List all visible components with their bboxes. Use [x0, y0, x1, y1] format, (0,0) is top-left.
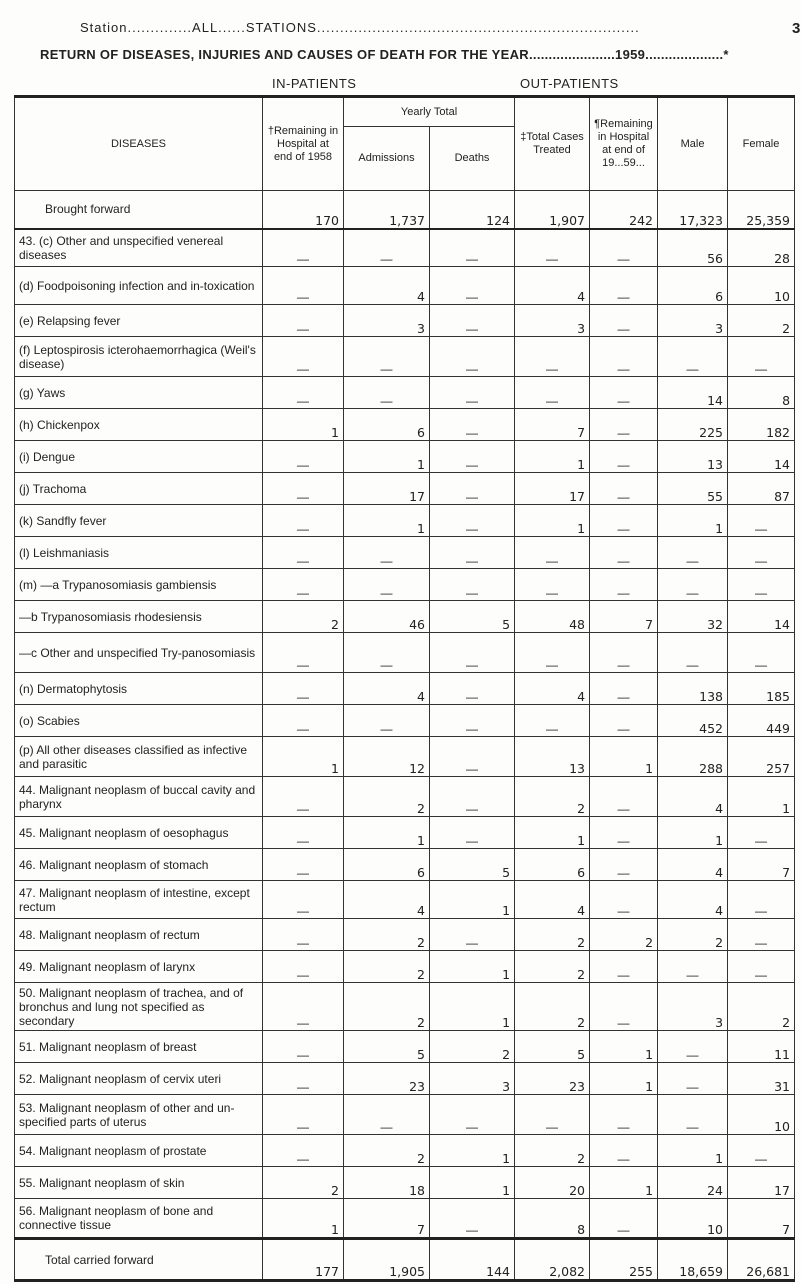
cell-rem-start: 177 [263, 1239, 344, 1281]
cell-admissions: 6 [344, 409, 430, 441]
cell-admissions: 2 [344, 777, 430, 817]
cell-rem-end: — [590, 441, 658, 473]
cell-rem-start: 170 [263, 191, 344, 229]
table-row [15, 473, 795, 505]
table-row [15, 267, 795, 305]
table-row [15, 1095, 795, 1135]
disease-name: 47. Malignant neoplasm of intestine, except rectum [15, 881, 263, 919]
cell-rem-start: — [263, 951, 344, 983]
cell-deaths: — [430, 305, 515, 337]
cell-female: — [728, 919, 795, 951]
table-row [15, 849, 795, 881]
station-label: Station..............ALL......STATIONS...................................................................... [80, 20, 640, 35]
cell-rem-start: — [263, 777, 344, 817]
cell-admissions: 23 [344, 1063, 430, 1095]
table-row [15, 705, 795, 737]
cell-male: — [658, 1031, 728, 1063]
cell-deaths: — [430, 1199, 515, 1239]
cell-rem-end: 7 [590, 601, 658, 633]
cell-female: 31 [728, 1063, 795, 1095]
cell-admissions: 4 [344, 673, 430, 705]
disease-name: (n) Dermatophytosis [15, 673, 263, 705]
cell-deaths: 2 [430, 1031, 515, 1063]
cell-treated: 4 [515, 267, 590, 305]
table-row [15, 1239, 795, 1281]
cell-rem-end: — [590, 881, 658, 919]
cell-deaths: — [430, 409, 515, 441]
cell-male: 18,659 [658, 1239, 728, 1281]
cell-male: 13 [658, 441, 728, 473]
cell-male: 452 [658, 705, 728, 737]
cell-female: 7 [728, 1199, 795, 1239]
cell-male: 24 [658, 1167, 728, 1199]
cell-rem-start: — [263, 473, 344, 505]
cell-deaths: — [430, 537, 515, 569]
cell-admissions: 6 [344, 849, 430, 881]
station-line [80, 20, 801, 37]
cell-male: 6 [658, 267, 728, 305]
cell-admissions: 4 [344, 267, 430, 305]
cell-male: 14 [658, 377, 728, 409]
cell-female: 28 [728, 229, 795, 267]
cell-deaths: 1 [430, 983, 515, 1031]
cell-female: 11 [728, 1031, 795, 1063]
cell-deaths: — [430, 777, 515, 817]
cell-rem-end: — [590, 377, 658, 409]
cell-male: 1 [658, 817, 728, 849]
cell-female: — [728, 817, 795, 849]
cell-rem-start: — [263, 1031, 344, 1063]
cell-rem-start: — [263, 1135, 344, 1167]
cell-female: 10 [728, 1095, 795, 1135]
cell-female: 7 [728, 849, 795, 881]
cell-rem-end: — [590, 817, 658, 849]
cell-treated: 1 [515, 817, 590, 849]
disease-name: 56. Malignant neoplasm of bone and connective tissue [15, 1199, 263, 1239]
cell-rem-start: — [263, 633, 344, 673]
cell-admissions: 1,905 [344, 1239, 430, 1281]
cell-female: 25,359 [728, 191, 795, 229]
disease-name: —b Trypanosomiasis rhodesiensis [15, 601, 263, 633]
disease-name: 53. Malignant neoplasm of other and un-specified parts of uterus [15, 1095, 263, 1135]
remaining-start-header: †Remaining in Hospital at end of 1958 [263, 97, 344, 191]
table-row [15, 441, 795, 473]
cell-female: 449 [728, 705, 795, 737]
disease-name: 46. Malignant neoplasm of stomach [15, 849, 263, 881]
disease-name: Total carried forward [15, 1239, 263, 1281]
cell-admissions: — [344, 705, 430, 737]
cell-rem-end: — [590, 537, 658, 569]
cell-deaths: — [430, 673, 515, 705]
disease-name: 52. Malignant neoplasm of cervix uteri [15, 1063, 263, 1095]
cell-admissions: 7 [344, 1199, 430, 1239]
cell-deaths: — [430, 337, 515, 377]
out-patients-heading: OUT-PATIENTS [520, 76, 619, 91]
cell-admissions: — [344, 537, 430, 569]
table-row [15, 817, 795, 849]
cell-rem-start: 2 [263, 1167, 344, 1199]
cell-admissions: 12 [344, 737, 430, 777]
table-row [15, 409, 795, 441]
cell-rem-start: — [263, 1063, 344, 1095]
yearly-total-header: Yearly Total [344, 97, 515, 127]
cell-treated: 7 [515, 409, 590, 441]
table-row [15, 377, 795, 409]
table-row [15, 983, 795, 1031]
cell-female: 2 [728, 983, 795, 1031]
cell-male: 4 [658, 881, 728, 919]
table-row [15, 505, 795, 537]
cell-admissions: 2 [344, 983, 430, 1031]
disease-name: (g) Yaws [15, 377, 263, 409]
cell-rem-start: — [263, 705, 344, 737]
cell-admissions: — [344, 569, 430, 601]
cell-deaths: — [430, 267, 515, 305]
cell-rem-end: — [590, 951, 658, 983]
cell-treated: 17 [515, 473, 590, 505]
cell-male: — [658, 633, 728, 673]
cell-deaths: — [430, 505, 515, 537]
cell-treated: 48 [515, 601, 590, 633]
female-header: Female [728, 97, 795, 191]
table-row [15, 305, 795, 337]
cell-treated: 2,082 [515, 1239, 590, 1281]
cell-rem-start: — [263, 673, 344, 705]
cell-admissions: — [344, 377, 430, 409]
disease-name: (p) All other diseases classified as infective and parasitic [15, 737, 263, 777]
cell-treated: 1 [515, 505, 590, 537]
table-row [15, 673, 795, 705]
cell-deaths: — [430, 737, 515, 777]
cell-female: 87 [728, 473, 795, 505]
cell-deaths: 1 [430, 1135, 515, 1167]
cell-treated: 3 [515, 305, 590, 337]
cell-male: 138 [658, 673, 728, 705]
cell-male: 17,323 [658, 191, 728, 229]
cell-female: 182 [728, 409, 795, 441]
table-row [15, 1199, 795, 1239]
cell-male: 1 [658, 1135, 728, 1167]
cell-treated: 5 [515, 1031, 590, 1063]
cell-treated: — [515, 377, 590, 409]
table-row [15, 1063, 795, 1095]
cell-admissions: 2 [344, 919, 430, 951]
cell-admissions: — [344, 229, 430, 267]
cell-rem-end: — [590, 1095, 658, 1135]
cell-rem-end: — [590, 777, 658, 817]
cell-male: — [658, 1063, 728, 1095]
cell-deaths: — [430, 1095, 515, 1135]
cell-rem-start: — [263, 537, 344, 569]
table-row [15, 633, 795, 673]
cell-treated: 8 [515, 1199, 590, 1239]
cell-admissions: 17 [344, 473, 430, 505]
cell-female: — [728, 569, 795, 601]
cell-rem-start: — [263, 881, 344, 919]
cell-treated: 2 [515, 951, 590, 983]
cell-deaths: — [430, 919, 515, 951]
cell-rem-end: 255 [590, 1239, 658, 1281]
cell-female: 14 [728, 441, 795, 473]
cell-rem-end: — [590, 267, 658, 305]
cell-rem-start: — [263, 1095, 344, 1135]
disease-name: 45. Malignant neoplasm of oesophagus [15, 817, 263, 849]
cell-treated: 4 [515, 673, 590, 705]
table-row [15, 1135, 795, 1167]
cell-rem-end: — [590, 569, 658, 601]
disease-name: (f) Leptospirosis icterohaemorrhagica (Weil's disease) [15, 337, 263, 377]
cell-male: 55 [658, 473, 728, 505]
table-row [15, 601, 795, 633]
cell-rem-start: 1 [263, 409, 344, 441]
cell-female: — [728, 951, 795, 983]
disease-name: 50. Malignant neoplasm of trachea, and of bronchus and lung not specified as secondary [15, 983, 263, 1031]
cell-deaths: 124 [430, 191, 515, 229]
male-header: Male [658, 97, 728, 191]
table-row [15, 777, 795, 817]
cell-rem-end: — [590, 633, 658, 673]
cell-rem-end: 1 [590, 737, 658, 777]
cell-female: 185 [728, 673, 795, 705]
cell-deaths: — [430, 377, 515, 409]
cell-rem-end: — [590, 983, 658, 1031]
cell-rem-end: — [590, 1135, 658, 1167]
cell-male: — [658, 1095, 728, 1135]
cell-deaths: — [430, 229, 515, 267]
cell-rem-end: 1 [590, 1063, 658, 1095]
disease-return-table [14, 95, 795, 1282]
cell-female: 10 [728, 267, 795, 305]
cell-rem-start: — [263, 569, 344, 601]
cell-treated: — [515, 569, 590, 601]
diseases-header: DISEASES [15, 97, 263, 191]
table-row [15, 1167, 795, 1199]
cell-female: — [728, 881, 795, 919]
cell-rem-start: — [263, 337, 344, 377]
disease-name: 43. (c) Other and unspecified venereal diseases [15, 229, 263, 267]
cell-female: 17 [728, 1167, 795, 1199]
cell-treated: 2 [515, 919, 590, 951]
cell-rem-start: — [263, 849, 344, 881]
disease-name: 55. Malignant neoplasm of skin [15, 1167, 263, 1199]
disease-name: Brought forward [15, 191, 263, 229]
cell-rem-end: — [590, 409, 658, 441]
cell-treated: — [515, 229, 590, 267]
cell-male: — [658, 337, 728, 377]
cell-male: 4 [658, 849, 728, 881]
cell-admissions: 4 [344, 881, 430, 919]
cell-female: 26,681 [728, 1239, 795, 1281]
cell-rem-start: — [263, 983, 344, 1031]
total-treated-header: ‡Total Cases Treated [515, 97, 590, 191]
cell-admissions: 46 [344, 601, 430, 633]
cell-deaths: 1 [430, 881, 515, 919]
table-row [15, 569, 795, 601]
cell-rem-end: 2 [590, 919, 658, 951]
cell-deaths: 1 [430, 1167, 515, 1199]
cell-rem-end: 242 [590, 191, 658, 229]
cell-female: 8 [728, 377, 795, 409]
cell-admissions: 2 [344, 951, 430, 983]
cell-female: 2 [728, 305, 795, 337]
cell-deaths: — [430, 441, 515, 473]
cell-female: — [728, 337, 795, 377]
disease-name: (j) Trachoma [15, 473, 263, 505]
cell-rem-start: — [263, 919, 344, 951]
disease-name: 48. Malignant neoplasm of rectum [15, 919, 263, 951]
cell-male: 32 [658, 601, 728, 633]
cell-deaths: — [430, 817, 515, 849]
cell-male: 4 [658, 777, 728, 817]
cell-treated: 20 [515, 1167, 590, 1199]
cell-male: — [658, 951, 728, 983]
cell-deaths: 144 [430, 1239, 515, 1281]
cell-male: 288 [658, 737, 728, 777]
cell-male: 10 [658, 1199, 728, 1239]
cell-rem-end: 1 [590, 1031, 658, 1063]
table-row [15, 191, 795, 229]
table-row [15, 737, 795, 777]
cell-rem-end: — [590, 505, 658, 537]
disease-name: (d) Foodpoisoning infection and in-toxication [15, 267, 263, 305]
table-row [15, 919, 795, 951]
disease-name: 51. Malignant neoplasm of breast [15, 1031, 263, 1063]
cell-female: 14 [728, 601, 795, 633]
cell-male: — [658, 537, 728, 569]
cell-rem-start: — [263, 305, 344, 337]
cell-rem-end: — [590, 673, 658, 705]
cell-rem-end: — [590, 337, 658, 377]
table-row [15, 951, 795, 983]
cell-treated: 2 [515, 777, 590, 817]
cell-admissions: 2 [344, 1135, 430, 1167]
disease-name: (i) Dengue [15, 441, 263, 473]
disease-name: (m) —a Trypanosomiasis gambiensis [15, 569, 263, 601]
disease-name: 44. Malignant neoplasm of buccal cavity and pharynx [15, 777, 263, 817]
disease-name: 54. Malignant neoplasm of prostate [15, 1135, 263, 1167]
remaining-end-header: ¶Remaining in Hospital at end of 19...59... [590, 97, 658, 191]
cell-male: 3 [658, 983, 728, 1031]
cell-rem-start: — [263, 441, 344, 473]
cell-rem-end: — [590, 1199, 658, 1239]
cell-admissions: 1 [344, 817, 430, 849]
cell-admissions: — [344, 1095, 430, 1135]
cell-treated: — [515, 633, 590, 673]
cell-treated: 13 [515, 737, 590, 777]
cell-rem-start: 2 [263, 601, 344, 633]
cell-rem-end: — [590, 229, 658, 267]
cell-rem-start: 1 [263, 1199, 344, 1239]
cell-admissions: 1 [344, 441, 430, 473]
disease-name: 49. Malignant neoplasm of larynx [15, 951, 263, 983]
cell-deaths: 5 [430, 601, 515, 633]
cell-rem-end: — [590, 473, 658, 505]
cell-treated: 2 [515, 983, 590, 1031]
cell-deaths: 5 [430, 849, 515, 881]
cell-rem-start: — [263, 267, 344, 305]
cell-male: 2 [658, 919, 728, 951]
cell-treated: — [515, 705, 590, 737]
cell-rem-end: 1 [590, 1167, 658, 1199]
cell-deaths: — [430, 705, 515, 737]
cell-female: — [728, 633, 795, 673]
cell-treated: 2 [515, 1135, 590, 1167]
disease-name: (h) Chickenpox [15, 409, 263, 441]
cell-rem-start: 1 [263, 737, 344, 777]
in-patients-heading: IN-PATIENTS [272, 76, 357, 91]
cell-female: — [728, 1135, 795, 1167]
table-row [15, 229, 795, 267]
cell-admissions: 5 [344, 1031, 430, 1063]
return-title: RETURN OF DISEASES, INJURIES AND CAUSES OF DEATH FOR THE YEAR......................1959....................* [40, 47, 729, 62]
cell-female: — [728, 537, 795, 569]
disease-name: (l) Leishmaniasis [15, 537, 263, 569]
cell-treated: — [515, 337, 590, 377]
cell-treated: 23 [515, 1063, 590, 1095]
cell-deaths: 3 [430, 1063, 515, 1095]
cell-treated: — [515, 1095, 590, 1135]
cell-rem-start: — [263, 817, 344, 849]
table-row [15, 337, 795, 377]
cell-rem-start: — [263, 377, 344, 409]
cell-treated: 1 [515, 441, 590, 473]
cell-rem-end: — [590, 705, 658, 737]
cell-admissions: — [344, 633, 430, 673]
cell-deaths: 1 [430, 951, 515, 983]
cell-admissions: 18 [344, 1167, 430, 1199]
page-number: 3 [792, 20, 801, 37]
disease-name: (o) Scabies [15, 705, 263, 737]
cell-admissions: 1,737 [344, 191, 430, 229]
cell-male: 1 [658, 505, 728, 537]
cell-male: 56 [658, 229, 728, 267]
disease-name: (e) Relapsing fever [15, 305, 263, 337]
cell-deaths: — [430, 473, 515, 505]
cell-admissions: 3 [344, 305, 430, 337]
deaths-header: Deaths [430, 127, 515, 191]
cell-female: 257 [728, 737, 795, 777]
cell-admissions: 1 [344, 505, 430, 537]
cell-male: 3 [658, 305, 728, 337]
cell-rem-end: — [590, 849, 658, 881]
admissions-header: Admissions [344, 127, 430, 191]
cell-male: — [658, 569, 728, 601]
table-row [15, 537, 795, 569]
cell-treated: 4 [515, 881, 590, 919]
cell-male: 225 [658, 409, 728, 441]
cell-female: 1 [728, 777, 795, 817]
table-row [15, 1031, 795, 1063]
cell-deaths: — [430, 569, 515, 601]
cell-treated: — [515, 537, 590, 569]
cell-treated: 6 [515, 849, 590, 881]
disease-name: —c Other and unspecified Try-panosomiasis [15, 633, 263, 673]
cell-rem-end: — [590, 305, 658, 337]
table-row [15, 881, 795, 919]
cell-rem-start: — [263, 505, 344, 537]
cell-rem-start: — [263, 229, 344, 267]
disease-name: (k) Sandfly fever [15, 505, 263, 537]
cell-deaths: — [430, 633, 515, 673]
cell-admissions: — [344, 337, 430, 377]
cell-female: — [728, 505, 795, 537]
cell-treated: 1,907 [515, 191, 590, 229]
